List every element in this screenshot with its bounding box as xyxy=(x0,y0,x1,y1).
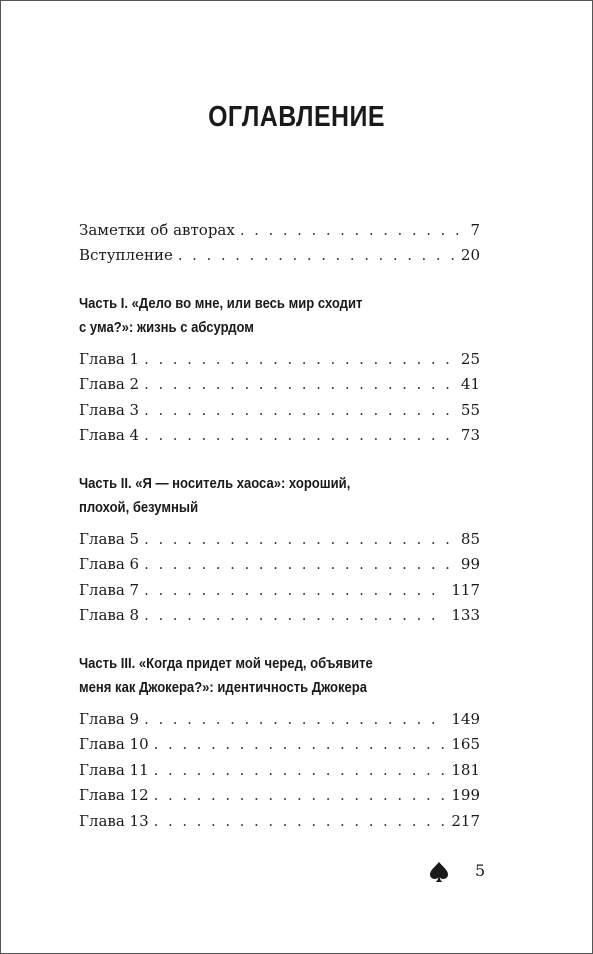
toc-entry-label: Глава 9 xyxy=(79,710,140,728)
toc-entry-label: Глава 11 xyxy=(79,760,149,779)
dot-leader xyxy=(154,761,447,779)
dot-leader xyxy=(240,221,466,239)
toc-entry-page: 20 xyxy=(460,246,480,265)
toc-entry[interactable] xyxy=(79,530,480,555)
toc-entry-label: Глава 5 xyxy=(79,530,140,548)
chapter-list xyxy=(79,530,480,632)
toc-entry-label: Глава 8 xyxy=(79,606,140,625)
part-title-line: Часть II. «Я — носитель хаоса»: хороший, xyxy=(79,476,351,492)
dot-leader xyxy=(144,555,456,573)
part-title[interactable] xyxy=(79,472,475,520)
toc-entry-page: 165 xyxy=(451,735,480,754)
part-title-line: меня как Джокера?»: идентичность Джокера xyxy=(79,680,368,696)
dot-leader xyxy=(144,375,456,393)
part-heading xyxy=(79,652,480,700)
toc-entry-label: Вступление xyxy=(79,246,173,265)
toc-entry[interactable] xyxy=(79,221,480,246)
chapter-list xyxy=(79,350,480,452)
part-title-line: плохой, безумный xyxy=(79,500,199,516)
toc-entry-label: Глава 2 xyxy=(79,375,140,394)
toc-entry-label: Глава 4 xyxy=(79,426,140,445)
part-title[interactable] xyxy=(79,652,475,700)
toc-entry[interactable] xyxy=(79,761,480,786)
page-title: ОГЛАВЛЕНИЕ xyxy=(208,101,385,133)
toc-entry[interactable] xyxy=(79,375,480,400)
part-heading xyxy=(79,292,480,340)
toc-entry-page: 85 xyxy=(460,530,480,548)
chapter-list xyxy=(79,710,480,837)
dot-leader xyxy=(154,786,447,804)
toc-entry-page: 181 xyxy=(451,760,480,779)
toc-entry[interactable] xyxy=(79,581,480,606)
dot-leader xyxy=(144,606,446,624)
toc-entry[interactable] xyxy=(79,426,480,451)
dot-leader xyxy=(144,426,456,444)
dot-leader xyxy=(144,350,456,368)
toc-entry-label: Глава 7 xyxy=(79,580,140,599)
dot-leader xyxy=(144,530,456,548)
toc-entry-page: 217 xyxy=(451,811,480,830)
toc-entry-page: 149 xyxy=(451,710,480,728)
toc-entry-page: 41 xyxy=(460,375,480,394)
dot-leader xyxy=(144,710,446,728)
front-matter xyxy=(79,221,480,272)
toc-entry-label: Глава 6 xyxy=(79,555,140,574)
toc-entry-page: 55 xyxy=(460,400,480,419)
toc-entry-page: 25 xyxy=(460,350,480,368)
part-heading xyxy=(79,472,480,520)
part-title-line: с ума?»: жизнь с абсурдом xyxy=(79,320,254,336)
toc-entry-page: 133 xyxy=(451,606,480,625)
toc-entry[interactable] xyxy=(79,555,480,580)
dot-leader xyxy=(154,735,447,753)
dot-leader xyxy=(144,581,446,599)
part-title-line: Часть I. «Дело во мне, или весь мир сходит xyxy=(79,296,363,312)
spade-icon xyxy=(429,861,449,883)
toc-entry[interactable] xyxy=(79,812,480,837)
toc-entry[interactable] xyxy=(79,735,480,760)
page-number: 5 xyxy=(475,861,486,880)
dot-leader xyxy=(144,401,456,419)
toc-entry-label: Глава 12 xyxy=(79,786,149,805)
toc-entry[interactable] xyxy=(79,246,480,271)
toc-entry[interactable] xyxy=(79,710,480,735)
toc-entry-label: Глава 13 xyxy=(79,811,149,830)
toc-entry[interactable] xyxy=(79,606,480,631)
toc-entry[interactable] xyxy=(79,786,480,811)
part-title[interactable] xyxy=(79,292,475,340)
toc-entry[interactable] xyxy=(79,401,480,426)
dot-leader xyxy=(154,812,447,830)
toc-entry-page: 7 xyxy=(470,221,480,239)
toc-entry-label: Глава 3 xyxy=(79,400,140,419)
toc-entry-page: 99 xyxy=(460,555,480,574)
toc-entry[interactable] xyxy=(79,350,480,375)
toc-entry-label: Глава 10 xyxy=(79,735,149,754)
dot-leader xyxy=(178,246,456,264)
toc-entry-page: 73 xyxy=(460,426,480,445)
part-title-line: Часть III. «Когда придет мой черед, объявите xyxy=(79,656,373,672)
toc-entry-page: 199 xyxy=(451,786,480,805)
toc-entry-label: Заметки об авторах xyxy=(79,221,235,239)
toc-entry-page: 117 xyxy=(451,580,480,599)
toc-entry-label: Глава 1 xyxy=(79,350,140,368)
